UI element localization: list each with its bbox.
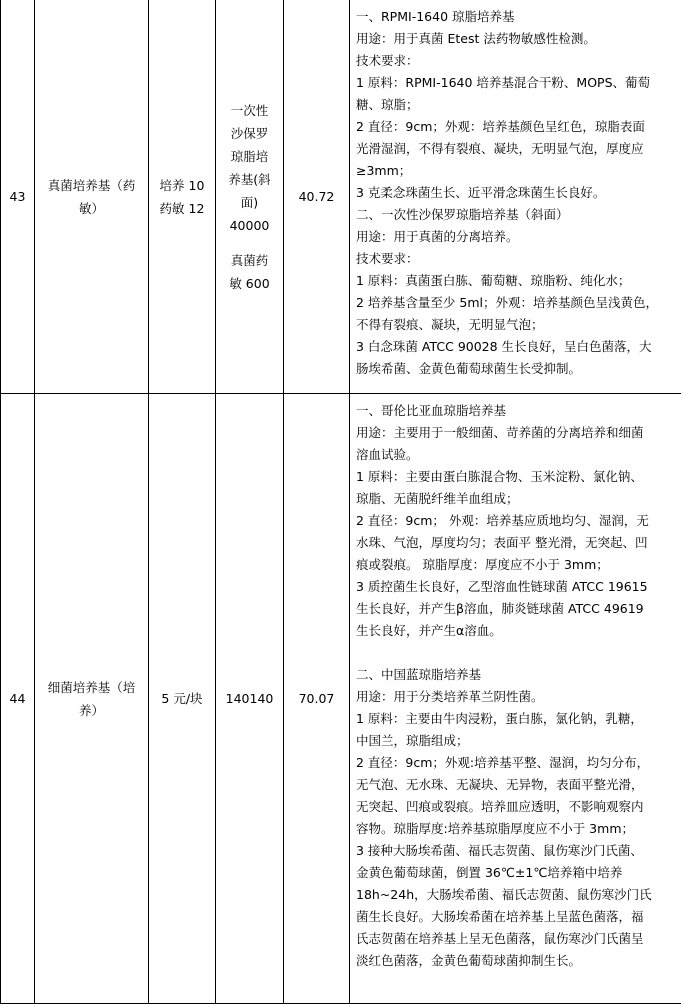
description-line: 生长良好，并产生α溶血。 (356, 620, 675, 642)
description-line: 3 白念珠菌 ATCC 90028 生长良好，呈白色菌落，大 (356, 336, 675, 358)
unit-price-cell: 70.07 (284, 394, 350, 1004)
description-line: 18h~24h，大肠埃希菌、福氏志贺菌、鼠伤寒沙门氏 (356, 884, 675, 906)
price-line: 一次性 (216, 99, 283, 122)
description-line: 中国兰，琼脂组成； (356, 730, 675, 752)
description-line: 1 原料：主要由牛肉浸粉，蛋白胨，氯化钠，乳糖， (356, 708, 675, 730)
description-line: 金黄色葡萄球菌，倒置 36℃±1℃培养箱中培养 (356, 862, 675, 884)
quantity-cell (149, 0, 216, 394)
description-line: 琼脂、无菌脱纤维羊血组成； (356, 488, 675, 510)
description-line: 3 克柔念珠菌生长、近平滑念珠菌生长良好。 (356, 182, 675, 204)
description-line: 技术要求： (356, 248, 675, 270)
description-line: 糖、琼脂； (356, 94, 675, 116)
item-name-line: 细菌培养基（培 (35, 676, 148, 699)
description-line: 生长良好，并产生β溶血，肺炎链球菌 ATCC 49619 (356, 598, 675, 620)
description-line: 无突起、凹痕或裂痕。培养皿应透明，不影响观察内 (356, 796, 675, 818)
description-line: 一、RPMI-1640 琼脂培养基 (356, 6, 675, 28)
price-line: 真菌药 (216, 249, 283, 272)
description-line: 淡红色菌落，金黄色葡萄球菌抑制生长。 (356, 950, 675, 972)
quantity-line: 培养 10 (149, 174, 215, 197)
quantity-line: 药敏 12 (149, 197, 215, 220)
description-line: 用途：用于真菌的分离培养。 (356, 226, 675, 248)
price-line: 沙保罗 (216, 122, 283, 145)
description-line: 2 培养基含量至少 5ml；外观：培养基颜色呈浅黄色， (356, 292, 675, 314)
description-line: 1 原料：RPMI-1640 培养基混合干粉、MOPS、葡萄 (356, 72, 675, 94)
description-line: 3 质控菌生长良好，乙型溶血性链球菌 ATCC 19615 (356, 576, 675, 598)
description-line: 用途：用于分类培养革兰阴性菌。 (356, 686, 675, 708)
total-price-cell (216, 394, 284, 1004)
description-line: 容物。琼脂厚度:培养基琼脂厚度应不小于 3mm； (356, 818, 675, 840)
description-line: 2 直径：9cm； 外观：培养基应质地均匀、湿润，无 (356, 510, 675, 532)
table-row (1, 394, 681, 1004)
item-name-line: 养） (35, 699, 148, 722)
price-line: 敏 600 (216, 272, 283, 295)
description-line: 二、中国蓝琼脂培养基 (356, 664, 675, 686)
description-line: 氏志贺菌在培养基上呈无色菌落，鼠伤寒沙门氏菌呈 (356, 928, 675, 950)
description-line: 2 直径：9cm；外观：培养基颜色呈红色，琼脂表面 (356, 116, 675, 138)
description-line: 水珠、气泡，厚度均匀；表面平 整光滑，无突起、凹 (356, 532, 675, 554)
description-line: 一、哥伦比亚血琼脂培养基 (356, 400, 675, 422)
blank-line (356, 642, 675, 664)
description-line: 用途：主要用于一般细菌、苛养菌的分离培养和细菌 (356, 422, 675, 444)
item-name-cell (35, 394, 149, 1004)
unit-price-cell: 40.72 (284, 0, 350, 394)
description-line: 技术要求： (356, 50, 675, 72)
description-line: 光滑湿润，不得有裂痕、凝块，无明显气泡，厚度应 (356, 138, 675, 160)
price-line: 140140 (216, 687, 283, 710)
price-line: 40000 (216, 214, 283, 237)
row-number-cell: 43 (1, 0, 35, 394)
description-line: 用途：用于真菌 Etest 法药物敏感性检测。 (356, 28, 675, 50)
price-block (216, 99, 283, 237)
table-row (1, 0, 681, 394)
price-block (216, 687, 283, 710)
description-line: 菌生长良好。大肠埃希菌在培养基上呈蓝色菌落，福 (356, 906, 675, 928)
description-line: 痕或裂痕。 琼脂厚度：厚度应不小于 3mm； (356, 554, 675, 576)
description-line: 肠埃希菌、金黄色葡萄球菌生长受抑制。 (356, 358, 675, 380)
item-name-line: 敏） (35, 197, 148, 220)
description-line: ≥3mm； (356, 160, 675, 182)
price-line: 养基(斜 (216, 168, 283, 191)
quantity-cell (149, 394, 216, 1004)
description-cell (350, 394, 681, 1004)
item-name-cell (35, 0, 149, 394)
item-name-line: 真菌培养基（药 (35, 174, 148, 197)
row-number-cell: 44 (1, 394, 35, 1004)
description-line: 二、一次性沙保罗琼脂培养基（斜面） (356, 204, 675, 226)
description-cell (350, 0, 681, 394)
quantity-line: 5 元/块 (149, 687, 215, 710)
description-line: 1 原料：主要由蛋白胨混合物、玉米淀粉、氯化钠、 (356, 466, 675, 488)
description-line: 溶血试验。 (356, 444, 675, 466)
description-line: 2 直径：9cm；外观:培养基平整、湿润，均匀分布， (356, 752, 675, 774)
price-line: 琼脂培 (216, 145, 283, 168)
description-line: 1 原料：真菌蛋白胨、葡萄糖、琼脂粉、纯化水； (356, 270, 675, 292)
price-line: 面) (216, 191, 283, 214)
description-line: 3 接种大肠埃希菌、福氏志贺菌、鼠伤寒沙门氏菌、 (356, 840, 675, 862)
description-line: 不得有裂痕、凝块，无明显气泡； (356, 314, 675, 336)
total-price-cell (216, 0, 284, 394)
price-block (216, 249, 283, 295)
description-line: 无气泡、无水珠、无凝块、无异物，表面平整光滑， (356, 774, 675, 796)
